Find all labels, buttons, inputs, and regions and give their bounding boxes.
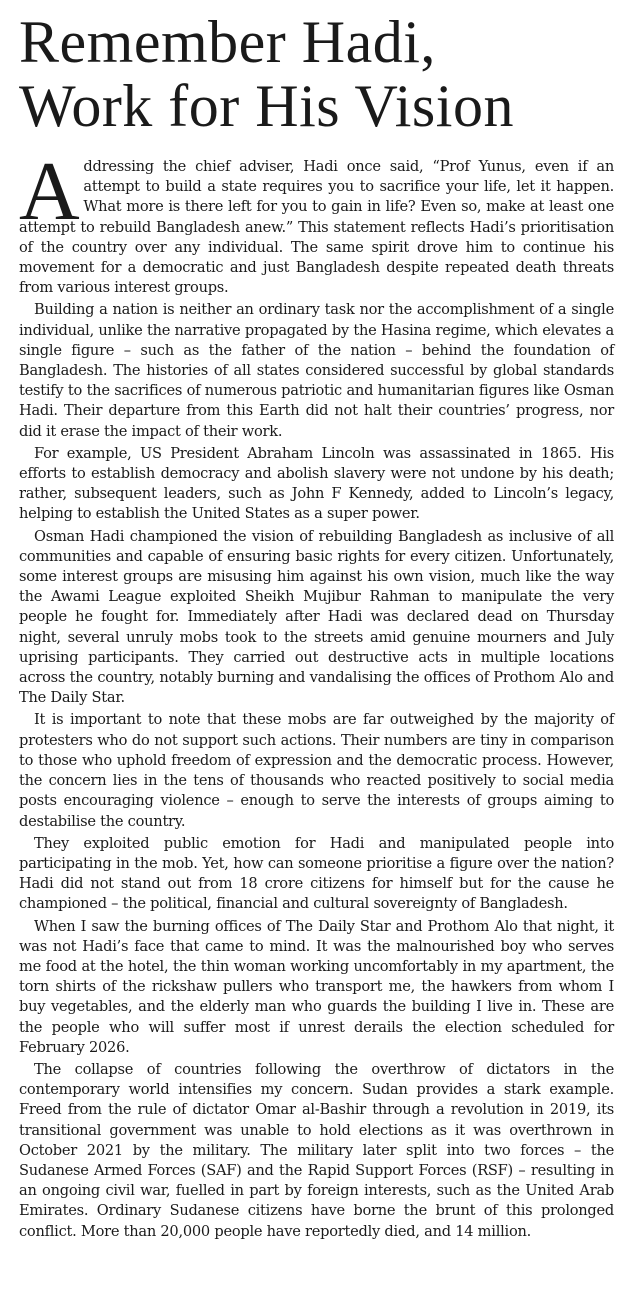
paragraph-7: When I saw the burning offices of The Daily Star and Prothom Alo that night, it was not Hadi’s face that came to mind. It was the malnourished boy who serves me food at the hotel, the thin woman working uncomfortably in my apartment, the torn shirts of the rickshaw pullers who transport me, the hawkers from whom I buy vegetables, and the elderly man who guards the building I live in. These are the people who will suffer most if unrest derails the election scheduled for February 2026. [19,917,614,1056]
paragraph-1 [19,145,614,298]
paragraph-5: It is important to note that these mobs are far outweighed by the majority of protesters who do not support such actions. Their numbers are tiny in comparison to those who uphold freedom of expression and the democratic process. However, the concern lies in the tens of thousands who reacted positively to social media posts encouraging violence – enough to serve the interests of groups aiming to destabilise the country. [19,711,614,830]
paragraph-1-text: ddressing the chief adviser, Hadi once said, “Prof Yunus, even if an attempt to build a state requires you to sacrifice your life, let it happen. What more is there left for you to gain in life? Even so, make at least one attempt to rebuild Bangladesh anew.” This statement reflects Hadi’s prioritisation of the country over any individual. The same spirit drove him to continue his movement for a democratic and just Bangladesh despite repeated death threats from various interest groups. [19,158,614,297]
paragraph-8: The collapse of countries following the overthrow of dictators in the contemporary world intensifies my concern. Sudan provides a stark example. Freed from the rule of dictator Omar al-Bashir through a revolution in 2019, its transitional government was unable to hold elections as it was overthrown in October 2021 by the military. The military later split into two forces – the Sudanese Armed Forces (SAF) and the Rapid Support Forces (RSF) – resulting in an ongoing civil war, fuelled in part by foreign interests, such as the United Arab Emirates. Ordinary Sudanese citizens have borne the brunt of this prolonged conflict. More than 20,000 people have reportedly died, and 14 million. [19,1060,614,1240]
paragraph-4: Osman Hadi championed the vision of rebuilding Bangladesh as inclusive of all communities and capable of ensuring basic rights for every citizen. Unfortunately, some interest groups are misusing him against his own vision, much like the way the Awami League exploited Sheikh Mujibur Rahman to manipulate the very people he fought for. Immediately after Hadi was declared dead on Thursday night, several unruly mobs took to the streets amid genuine mourners and July uprising participants. They carried out destructive acts in multiple locations across the country, notably burning and vandalising the offices of Prothom Alo and The Daily Star. [19,527,614,707]
paragraph-6: They exploited public emotion for Hadi and manipulated people into participating in the mob. Yet, how can someone prioritise a figure over the nation? Hadi did not stand out from 18 crore citizens for himself but for the cause he championed – the political, financial and cultural sovereignty of Bangladesh. [19,834,614,913]
headline-line-2: Work for His Vision [19,73,514,139]
paragraph-3: For example, US President Abraham Lincoln was assassinated in 1865. His efforts to establish democracy and abolish slavery were not undone by his death; rather, subsequent leaders, such as John F Kennedy, added to Lincoln’s legacy, helping to establish the United States as a super power. [19,444,614,523]
headline-line-1: Remember Hadi, [19,9,436,75]
article-body [19,145,614,1242]
paragraph-2: Building a nation is neither an ordinary task nor the accomplishment of a single individual, unlike the narrative propagated by the Hasina regime, which elevates a single figure – such as the father of the nation – behind the foundation of Bangladesh. The histories of all states considered successful by global standards testify to the sacrifices of numerous patriotic and humanitarian figures like Osman Hadi. Their departure from this Earth did not halt their countries’ progress, nor did it erase the impact of their work. [19,301,614,440]
drop-cap: A [19,145,80,238]
headline [19,10,614,138]
